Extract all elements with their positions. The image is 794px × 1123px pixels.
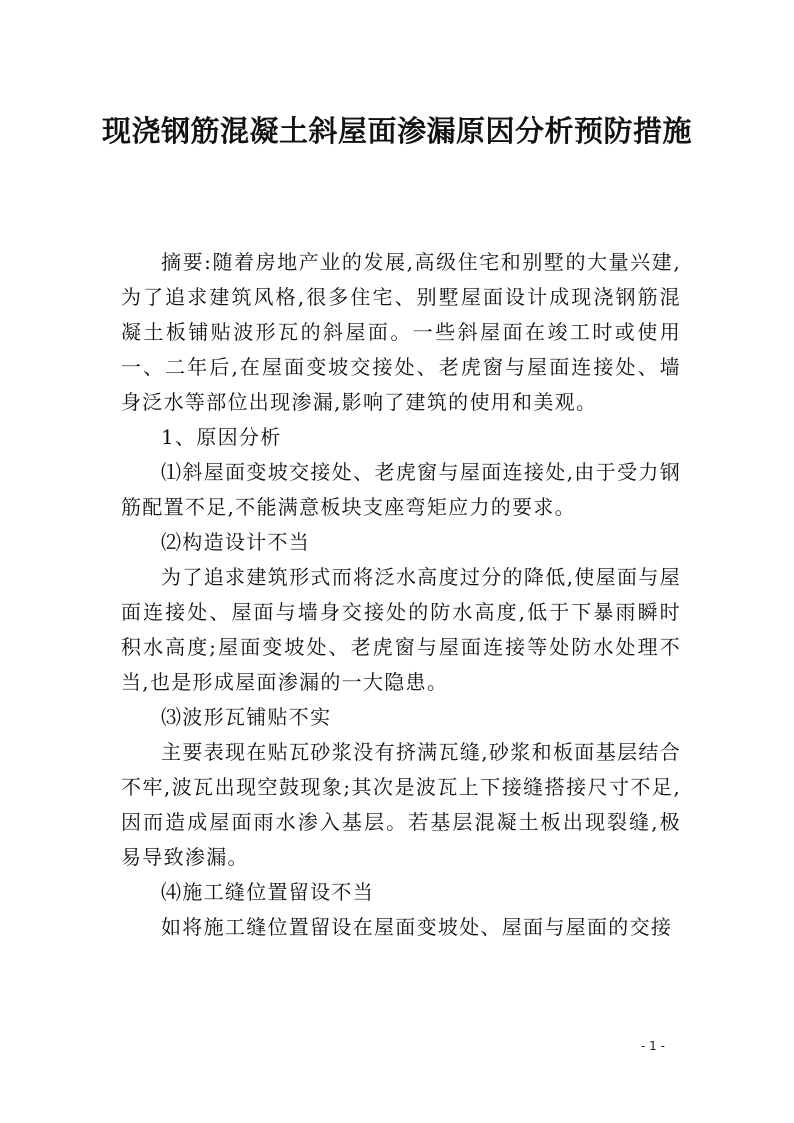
page-number: - 1 - [641, 1039, 665, 1053]
abstract-paragraph: 摘要:随着房地产业的发展,高级住宅和别墅的大量兴建,为了追求建筑风格,很多住宅、别墅屋面设计成现浇钢筋混凝土板铺贴波形瓦的斜屋面。一些斜屋面在竣工时或使用一、二年后,在屋面变坡交接处、老虎窗与屋面连接处、墙身泛水等部位出现渗漏,影响了建筑的使用和美观。 [121, 250, 681, 414]
document-title: 现浇钢筋混凝土斜屋面渗漏原因分析预防措施 [101, 114, 692, 148]
cause-item-4-text: 如将施工缝位置留设在屋面变坡处、屋面与屋面的交接 [161, 915, 673, 939]
cause-item-4-heading: ⑷施工缝位置留设不当 [161, 880, 374, 904]
cause-item-1: ⑴斜屋面变坡交接处、老虎窗与屋面连接处,由于受力钢筋配置不足,不能满意板块支座弯矩应力的要求。 [121, 460, 681, 519]
cause-item-3-text: 主要表现在贴瓦砂浆没有挤满瓦缝,砂浆和板面基层结合不牢,波瓦出现空鼓现象;其次是波瓦上下接缝搭接尺寸不足,因而造成屋面雨水渗入基层。若基层混凝土板出现裂缝,极易导致渗漏。 [121, 740, 681, 869]
document-body [121, 245, 681, 945]
cause-item-3-heading: ⑶波形瓦铺贴不实 [161, 705, 332, 729]
section-heading-cause-analysis: 1、原因分析 [161, 425, 282, 449]
cause-item-2-heading: ⑵构造设计不当 [161, 530, 311, 554]
cause-item-2-text: 为了追求建筑形式而将泛水高度过分的降低,使屋面与屋面连接处、屋面与墙身交接处的防水高度,低于下暴雨瞬时积水高度;屋面变坡处、老虎窗与屋面连接等处防水处理不当,也是形成屋面渗漏的一大隐患。 [121, 565, 681, 694]
